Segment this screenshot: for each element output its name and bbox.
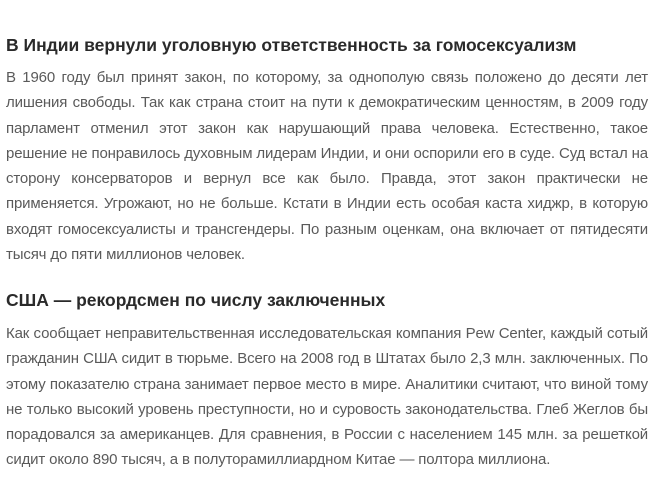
- section-body-usa: Как сообщает неправительственная исследовательская компания Pew Center, каждый сотый гражданин США сидит в тюрьме. Всего на 2008 год в Штатах было 2,3 млн. заключенных. По этому показателю страна занимает первое место в мире. Аналитики считают, что виной тому не только высокий уровень преступности, но и суровость законодательства. Глеб Жеглов бы порадовался за американцев. Для сравнения, в России с населением 145 млн. за решеткой сидит около 890 тысяч, а в полуторамиллиардном Китае — полтора миллиона.: [6, 325, 648, 469]
- section-heading-india: В Индии вернули уголовную ответственность за гомосексуализм: [6, 35, 577, 55]
- section-body-india: В 1960 году был принят закон, по которому, за однополую связь положено до десяти лет лишения свободы. Так как страна стоит на пути к демократическим ценностям, в 2009 году парламент отменил этот закон как нарушающий права человека. Естественно, такое решение не понравилось духовным лидерам Индии, и они оспорили его в суде. Суд встал на сторону консерваторов и вернул все как было. Правда, этот закон практически не применяется. Угрожают, но не больше. Кстати в Индии есть особая каста хиджр, в которую входят гомосексуалисты и трансгендеры. По разным оценкам, она включает от пятидесяти тысяч до пяти миллионов человек.: [6, 69, 648, 264]
- section-heading-usa: США — рекордсмен по числу заключенных: [6, 290, 386, 310]
